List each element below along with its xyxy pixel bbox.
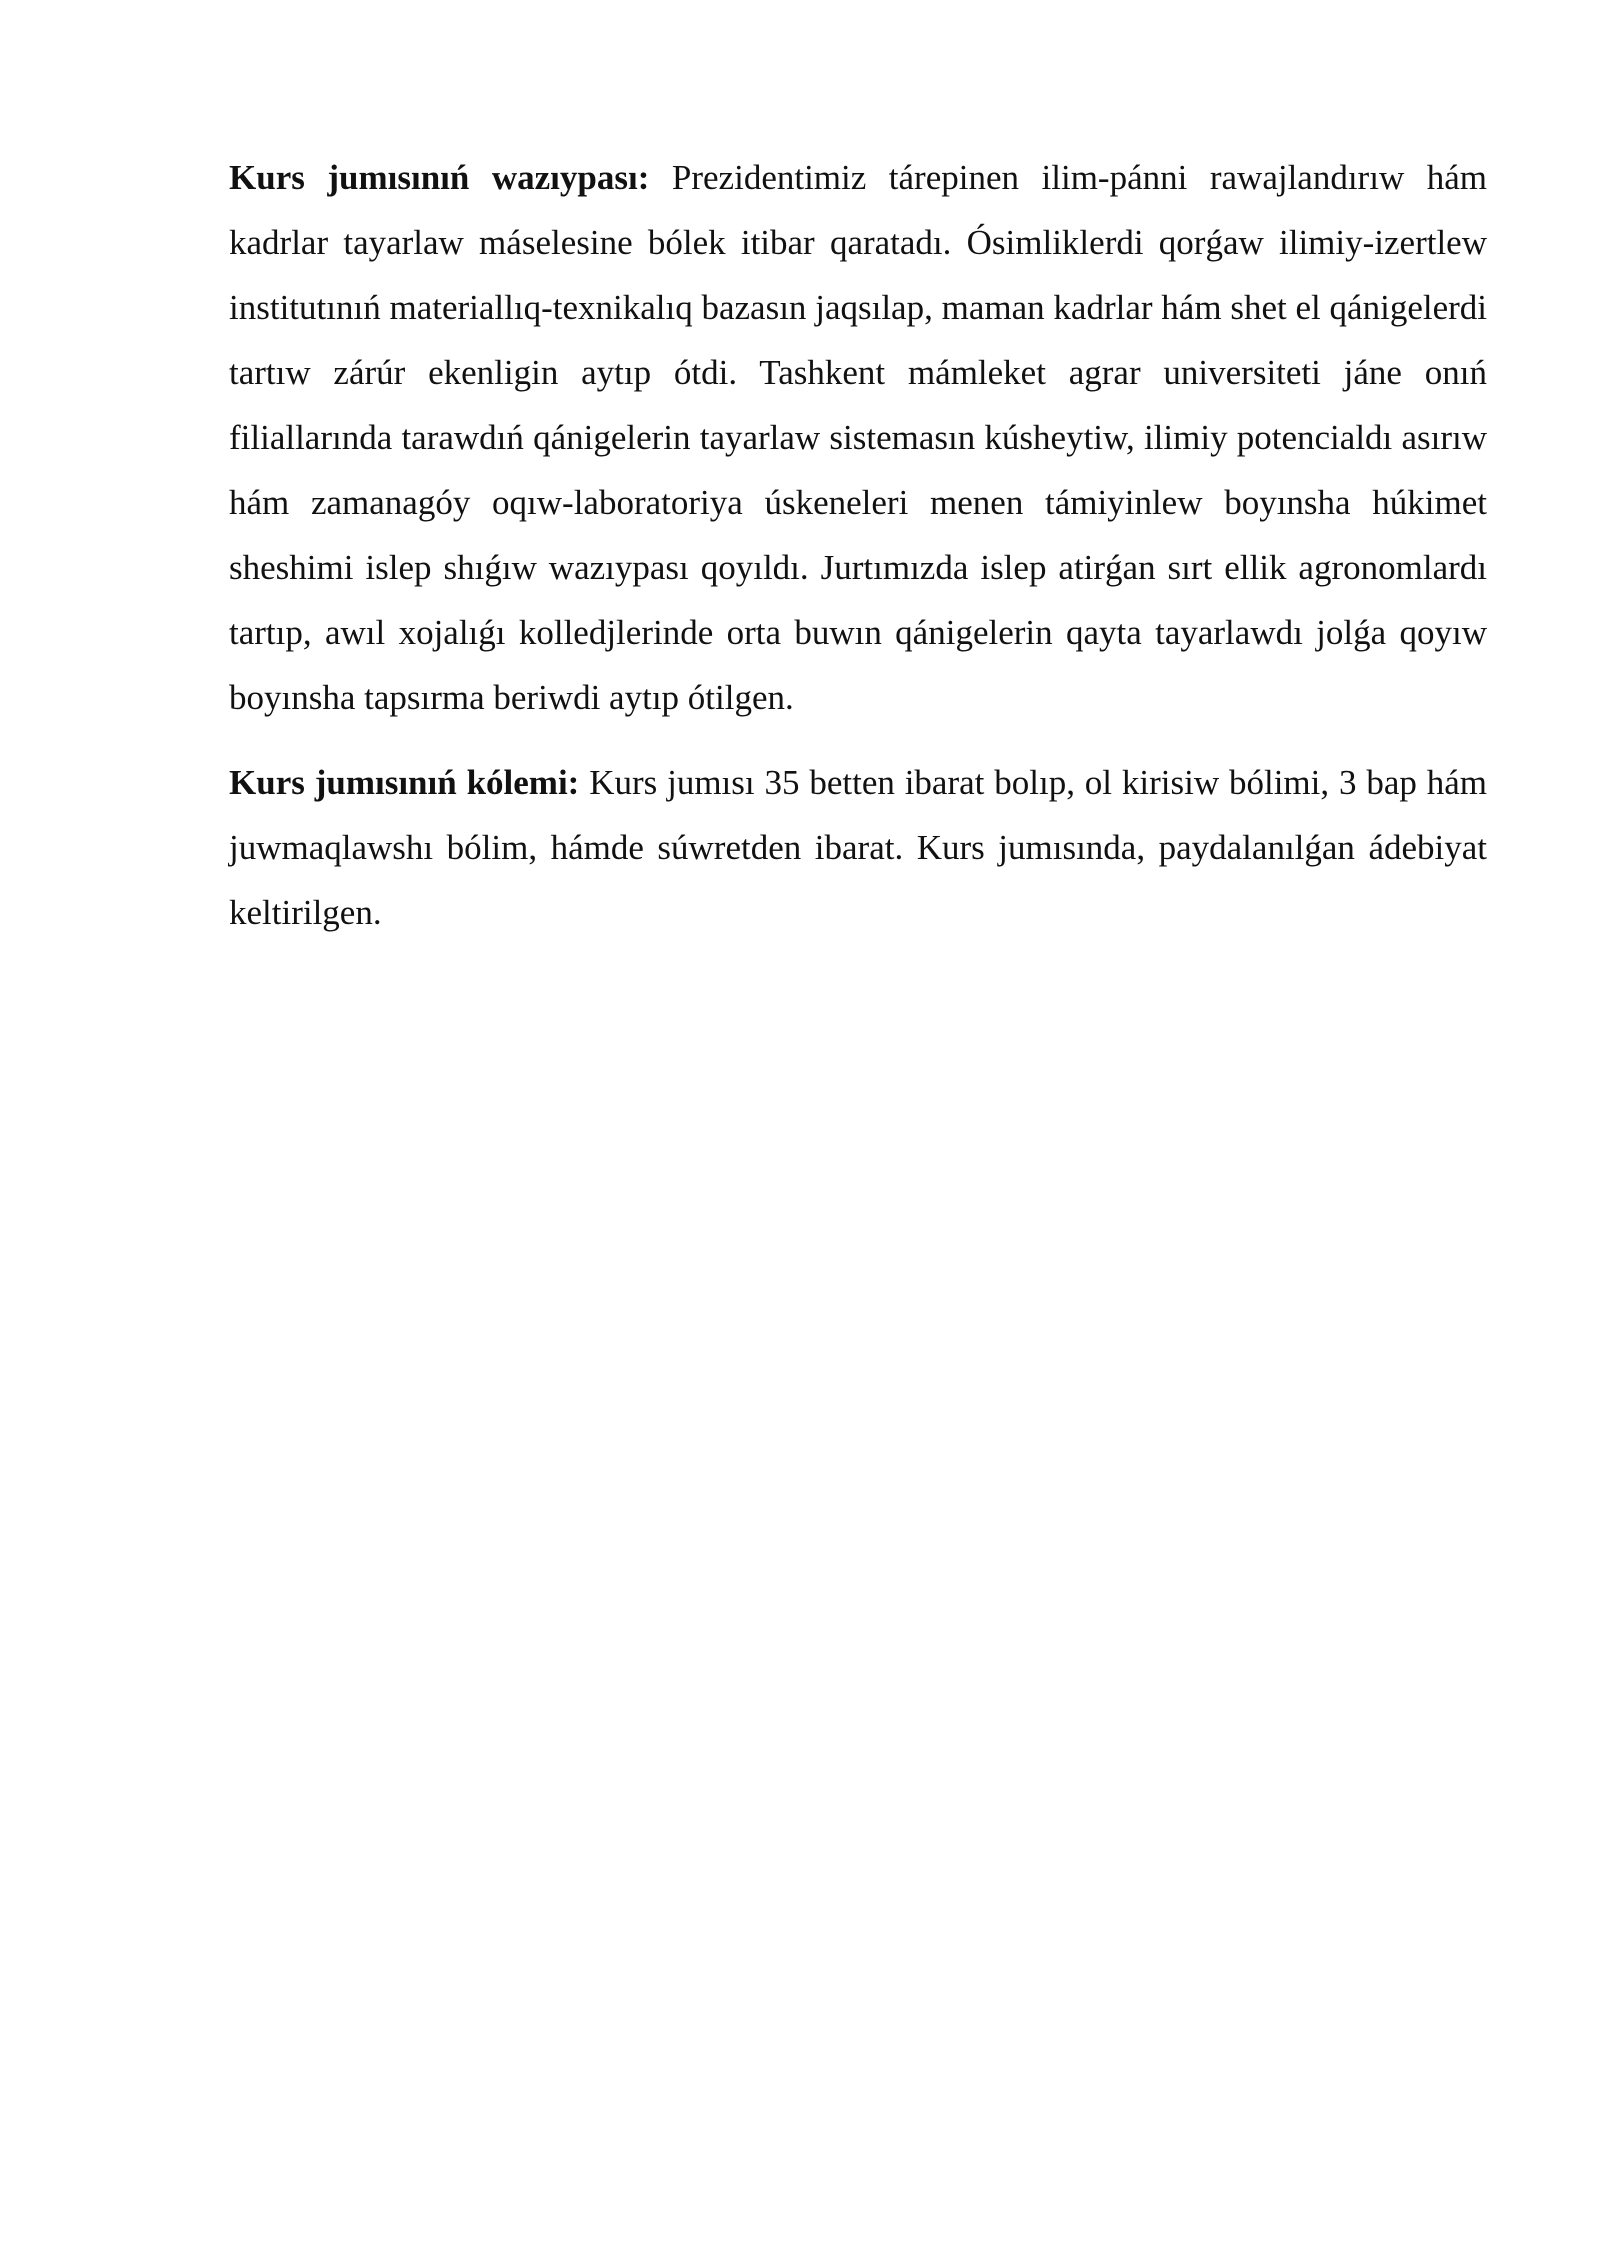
paragraph-task (229, 145, 1487, 730)
paragraph-volume-heading: Kurs jumısınıń kólemi: (229, 763, 580, 802)
document-body (229, 145, 1487, 965)
paragraph-task-text: Prezidentimiz tárepinen ilim-pánni rawajlandırıw hám kadrlar tayarlaw máselesine bólek itibar qaratadı. Ósimliklerdi qorǵaw ilimiy-izertlew institutınıń materiallıq-texnikalıq bazasın jaqsılap, maman kadrlar hám shet el qánigelerdi tartıw zárúr ekenligin aytıp ótdi. Tashkent mámleket agrar universiteti jáne onıń filiallarında tarawdıń qánigelerin tayarlaw sistemasın kúsheytiw, ilimiy potencialdı asırıw hám zamanagóy oqıw-laboratoriya úskeneleri menen támiyinlew boyınsha húkimet sheshimi islep shıǵıw wazıypası qoyıldı. Jurtımızda islep atirǵan sırt ellik agronomlardı tartıp, awıl xojalıǵı kolledjlerinde orta buwın qánigelerin qayta tayarlawdı jolǵa qoyıw boyınsha tapsırma beriwdi aytıp ótilgen. (229, 158, 1487, 717)
paragraph-task-heading: Kurs jumısınıń wazıypası: (229, 158, 650, 197)
paragraph-volume-text: Kurs jumısı 35 betten ibarat bolıp, ol kirisiw bólimi, 3 bap hám juwmaqlawshı bólim, hámde súwretden ibarat. Kurs jumısında, paydalanılǵan ádebiyat keltirilgen. (229, 763, 1487, 932)
paragraph-volume (229, 750, 1487, 945)
